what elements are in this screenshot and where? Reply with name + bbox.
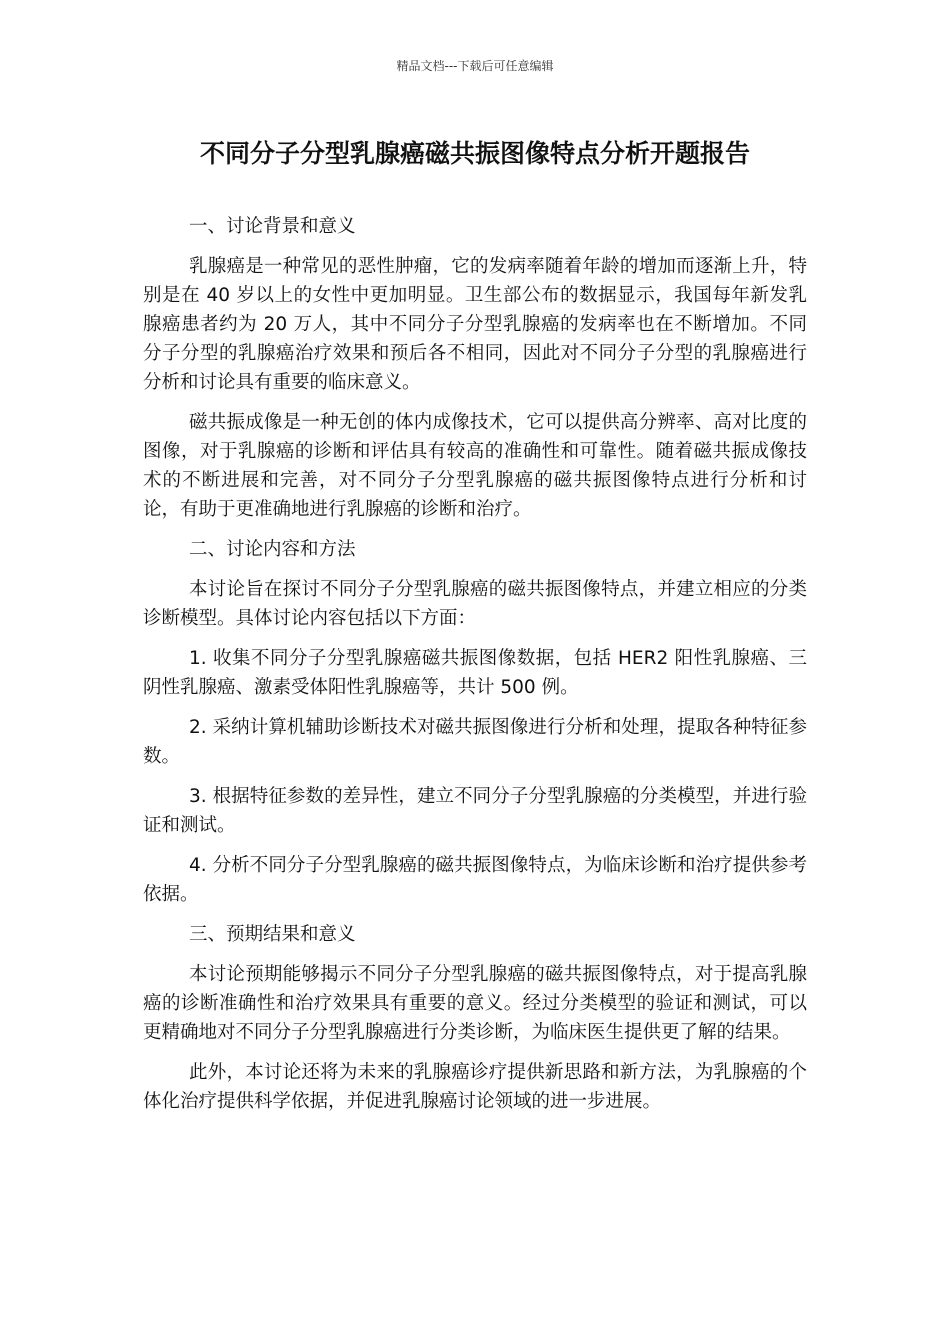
paragraph-results-1: 本讨论预期能够揭示不同分子分型乳腺癌的磁共振图像特点，对于提高乳腺癌的诊断准确性和治疗效果具有重要的意义。经过分类模型的验证和测试，可以更精确地对不同分子分型乳腺癌进行分类诊断，为临床医生提供更了解的结果。 [143, 964, 807, 1043]
section-heading-expected-results: 三、预期结果和意义 [189, 924, 356, 945]
document-body [143, 212, 807, 1127]
list-item-1: 1. 收集不同分子分型乳腺癌磁共振图像数据，包括 HER2 阳性乳腺癌、三阴性乳腺癌、激素受体阳性乳腺癌等，共计 500 例。 [143, 648, 807, 698]
paragraph-background-1: 乳腺癌是一种常见的恶性肿瘤，它的发病率随着年龄的增加而逐渐上升，特别是在 40 岁以上的女性中更加明显。卫生部公布的数据显示，我国每年新发乳腺癌患者约为 20 万人，其中不同分子分型乳腺癌的发病率也在不断增加。不同分子分型的乳腺癌治疗效果和预后各不相同，因此对不同分子分型的乳腺癌进行分析和讨论具有重要的临床意义。 [143, 256, 807, 393]
paragraph-content-intro: 本讨论旨在探讨不同分子分型乳腺癌的磁共振图像特点，并建立相应的分类诊断模型。具体讨论内容包括以下方面： [143, 579, 807, 629]
section-heading-content-methods: 二、讨论内容和方法 [189, 539, 356, 560]
list-item-2: 2. 采纳计算机辅助诊断技术对磁共振图像进行分析和处理，提取各种特征参数。 [143, 717, 807, 767]
header-note: 精品文档---下载后可任意编辑 [396, 59, 554, 73]
list-item-4: 4. 分析不同分子分型乳腺癌的磁共振图像特点，为临床诊断和治疗提供参考依据。 [143, 855, 807, 905]
paragraph-background-2: 磁共振成像是一种无创的体内成像技术，它可以提供高分辨率、高对比度的图像，对于乳腺癌的诊断和评估具有较高的准确性和可靠性。随着磁共振成像技术的不断进展和完善，对不同分子分型乳腺癌的磁共振图像特点进行分析和讨论，有助于更准确地进行乳腺癌的诊断和治疗。 [143, 412, 807, 520]
list-item-3: 3. 根据特征参数的差异性，建立不同分子分型乳腺癌的分类模型，并进行验证和测试。 [143, 786, 807, 836]
section-heading-background: 一、讨论背景和意义 [189, 216, 356, 237]
paragraph-results-2: 此外，本讨论还将为未来的乳腺癌诊疗提供新思路和新方法，为乳腺癌的个体化治疗提供科学依据，并促进乳腺癌讨论领域的进一步进展。 [143, 1062, 807, 1112]
document-title: 不同分子分型乳腺癌磁共振图像特点分析开题报告 [199, 139, 750, 168]
